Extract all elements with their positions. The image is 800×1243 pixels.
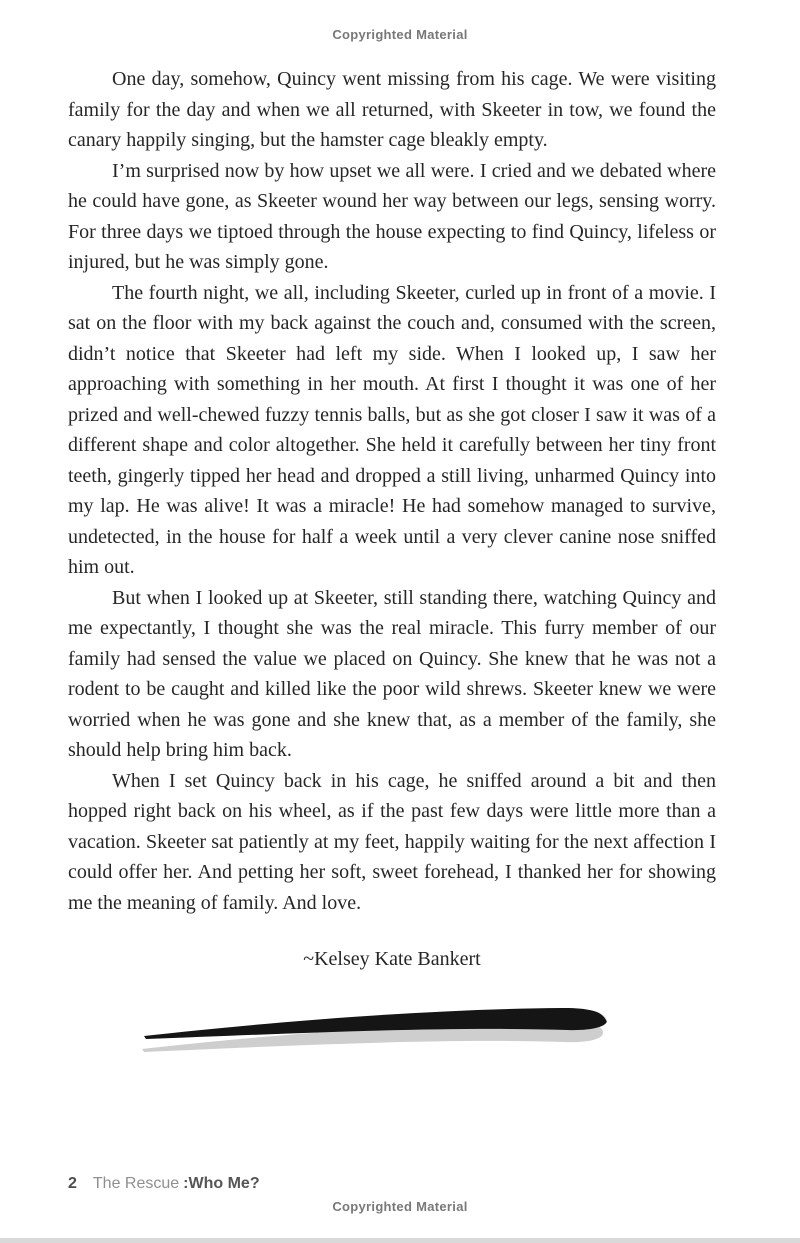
paragraph-2: I’m surprised now by how upset we all were. I cried and we debated where he could have gone, as Skeeter wound her way between our legs, sensing worry. For three days we tiptoed through the house expecting to find Quincy, lifeless or injured, but he was simply gone. — [68, 159, 716, 273]
copyright-notice-bottom: Copyrighted Material — [332, 1199, 468, 1214]
page-bottom-edge — [0, 1238, 800, 1243]
chapter-title: :Who Me? — [183, 1175, 260, 1192]
copyright-notice-top: Copyrighted Material — [332, 27, 468, 42]
paragraph-4: But when I looked up at Skeeter, still standing there, watching Quincy and me expectantly, I thought she was the real miracle. This furry member of our family had sensed the value we placed on Quincy. She knew that he was not a rodent to be caught and killed like the poor wild shrews. Skeeter knew we were worried when he was gone and she knew that, as a member of the family, she should help bring him back. — [68, 586, 716, 761]
brush-stroke-icon — [142, 995, 642, 1053]
book-title: The Rescue — [92, 1175, 180, 1192]
paragraph-1: One day, somehow, Quincy went missing from his cage. We were visiting family for the day and when we all returned, with Skeeter in tow, we found the canary happily singing, but the hamster cage bleakly empty. — [68, 68, 716, 151]
body-text — [68, 64, 716, 1062]
author-attribution: ~Kelsey Kate Bankert — [303, 948, 481, 970]
page-number: 2 — [68, 1175, 77, 1192]
page-footer — [68, 1175, 260, 1193]
paragraph-3: The fourth night, we all, including Skeeter, curled up in front of a movie. I sat on the floor with my back against the couch and, consumed with the screen, didn’t notice that Skeeter had left my side. When I looked up, I saw her approaching with something in her mouth. At first I thought it was one of her prized and well-chewed fuzzy tennis balls, but as she got closer I saw it was of a different shape and color altogether. She held it carefully between her tiny front teeth, gingerly tipped her head and dropped a still living, unharmed Quincy into my lap. He was alive! It was a miracle! He had somehow managed to survive, undetected, in the house for half a week until a very clever canine nose sniffed him out. — [68, 281, 716, 578]
paragraph-5: When I set Quincy back in his cage, he sniffed around a bit and then hopped right back on his wheel, as if the past few days were little more than a vacation. Skeeter sat patiently at my feet, happily waiting for the next affection I could offer her. And petting her soft, sweet forehead, I thanked her for showing me the meaning of family. And love. — [68, 769, 716, 914]
brush-stroke-divider — [68, 995, 716, 1063]
